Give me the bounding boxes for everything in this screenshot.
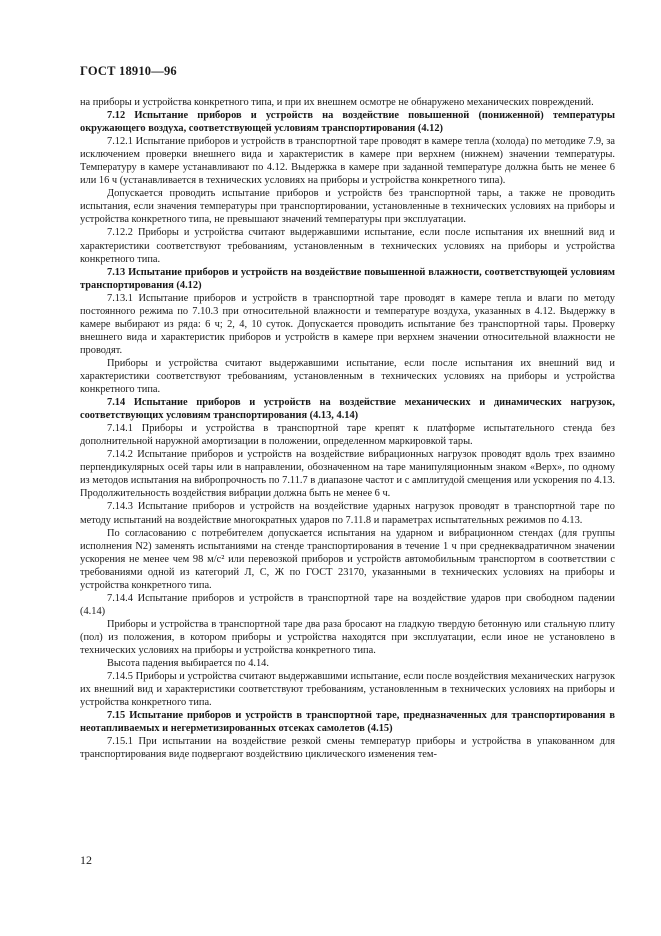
body-paragraph: Допускается проводить испытание приборов и устройств без транспортной тары, а также не проводить испытания, если значения температуры при транспортировании, установленные в технических условиях на приборы и устройства конкретного типа, не превышают значений температуры при эксплуатации. [80, 188, 615, 226]
section-heading: 7.13 Испытание приборов и устройств на воздействие повышенной влажности, соответствующей условиям транспортирования (4.12) [80, 266, 615, 291]
page-body [80, 96, 615, 761]
body-paragraph: Приборы и устройства считают выдержавшими испытание, если после испытания их внешний вид и характеристики соответствуют требованиям, установленным в технических условиях на приборы и устройства конкретного типа. [80, 357, 615, 396]
body-paragraph: 7.15.1 При испытании на воздействие резкой смены температур приборы и устройства в упакованном для транспортирования виде подвергают воздействию циклического изменения тем- [80, 736, 615, 761]
document-header: ГОСТ 18910—96 [80, 64, 177, 78]
body-paragraph: 7.12.2 Приборы и устройства считают выдержавшими испытание, если после испытания их внешний вид и характеристики соответствуют требованиям, установленным в технических условиях на приборы и устройства конкретного типа. [80, 227, 615, 265]
body-paragraph: 7.14.2 Испытание приборов и устройств на воздействие вибрационных нагрузок проводят вдоль трех взаимно перпендикулярных осей тары или в направлении, обозначенном на таре манипуляционным знаком «Верх», по одному из методов испытания на вибропрочность по 7.11.7 в диапазоне частот и с амплитудой смещения или ускорения по 4.13. Продолжительность воздействия вибрации должна быть не менее 6 ч. [80, 449, 615, 500]
body-paragraph: 7.12.1 Испытание приборов и устройств в транспортной таре проводят в камере тепла (холода) по методике 7.9, за исключением проверки внешнего вида и характеристик в камере при верхнем (нижнем) значении температуры. Температуру в камере устанавливают по 4.12. Выдержка в камере при заданной температуре должна быть не менее 6 или 16 ч (устанавливается в технических условиях на приборы и устройства конкретного типа). [80, 136, 615, 187]
body-paragraph: 7.14.5 Приборы и устройства считают выдержавшими испытание, если после воздействия механических нагрузок их внешний вид и характеристики соответствуют требованиям, установленным в технических условиях на приборы и устройства конкретного типа. [80, 671, 615, 709]
body-paragraph: Приборы и устройства в транспортной таре два раза бросают на гладкую твердую бетонную или стальную плиту (пол) из положения, в котором приборы и устройства находятся при эксплуатации, если иное не установлено в технических условиях на приборы и устройства конкретного типа. [80, 618, 615, 656]
section-heading: 7.12 Испытание приборов и устройств на воздействие повышенной (пониженной) температуры окружающего воздуха, соответствующей условиям транспортирования (4.12) [80, 110, 615, 135]
body-paragraph: Высота падения выбирается по 4.14. [107, 658, 269, 670]
body-paragraph: 7.14.4 Испытание приборов и устройств в транспортной таре на воздействие ударов при свободном падении (4.14) [80, 592, 615, 617]
body-paragraph: По согласованию с потребителем допускается испытания на ударном и вибрационном стендах (для группы исполнения N2) заменять испытаниями на стенде транспортирования в течение 1 ч при среднеквадратичном значении ускорения не менее чем 98 м/с² или перевозкой приборов и устройств автомобильным транспортом в соответствии с требованиями одной из категорий Л, С, Ж по ГОСТ 23170, указанными в технических условиях на приборы и устройства конкретного типа. [80, 527, 615, 591]
page-number: 12 [80, 853, 92, 867]
body-paragraph: 7.14.1 Приборы и устройства в транспортной таре крепят к платформе испытательного стенда без дополнительной наружной амортизации в положении, определенном маркировкой тары. [80, 423, 615, 448]
continued-paragraph: на приборы и устройства конкретного типа, и при их внешнем осмотре не обнаружено механических повреждений. [80, 97, 594, 108]
section-heading: 7.14 Испытание приборов и устройств на воздействие механических и динамических нагрузок, соответствующих условиям транспортирования (4.13, 4.14) [80, 397, 615, 422]
body-paragraph: 7.13.1 Испытание приборов и устройств в транспортной таре проводят в камере тепла и влаги по методу постоянного режима по 7.10.3 при относительной влажности и температуре воздуха, указанных в 4.12. Выдержку в камере выбирают из ряда: 6 ч; 2, 4, 10 суток. Допускается проводить испытание без транспортной тары. Проверку внешнего вида и характеристик приборов и устройств в камере при верхнем значении относительной влажности не проводят. [80, 292, 615, 356]
section-heading: 7.15 Испытание приборов и устройств в транспортной таре, предназначенных для транспортирования в неотапливаемых и негерметизированных отсеках самолетов (4.15) [80, 710, 615, 735]
body-paragraph: 7.14.3 Испытание приборов и устройств на воздействие ударных нагрузок проводят в транспортной таре по методу испытаний на воздействие многократных ударов по 7.11.8 и параметрах испытательных режимов по 4.13. [80, 501, 615, 526]
